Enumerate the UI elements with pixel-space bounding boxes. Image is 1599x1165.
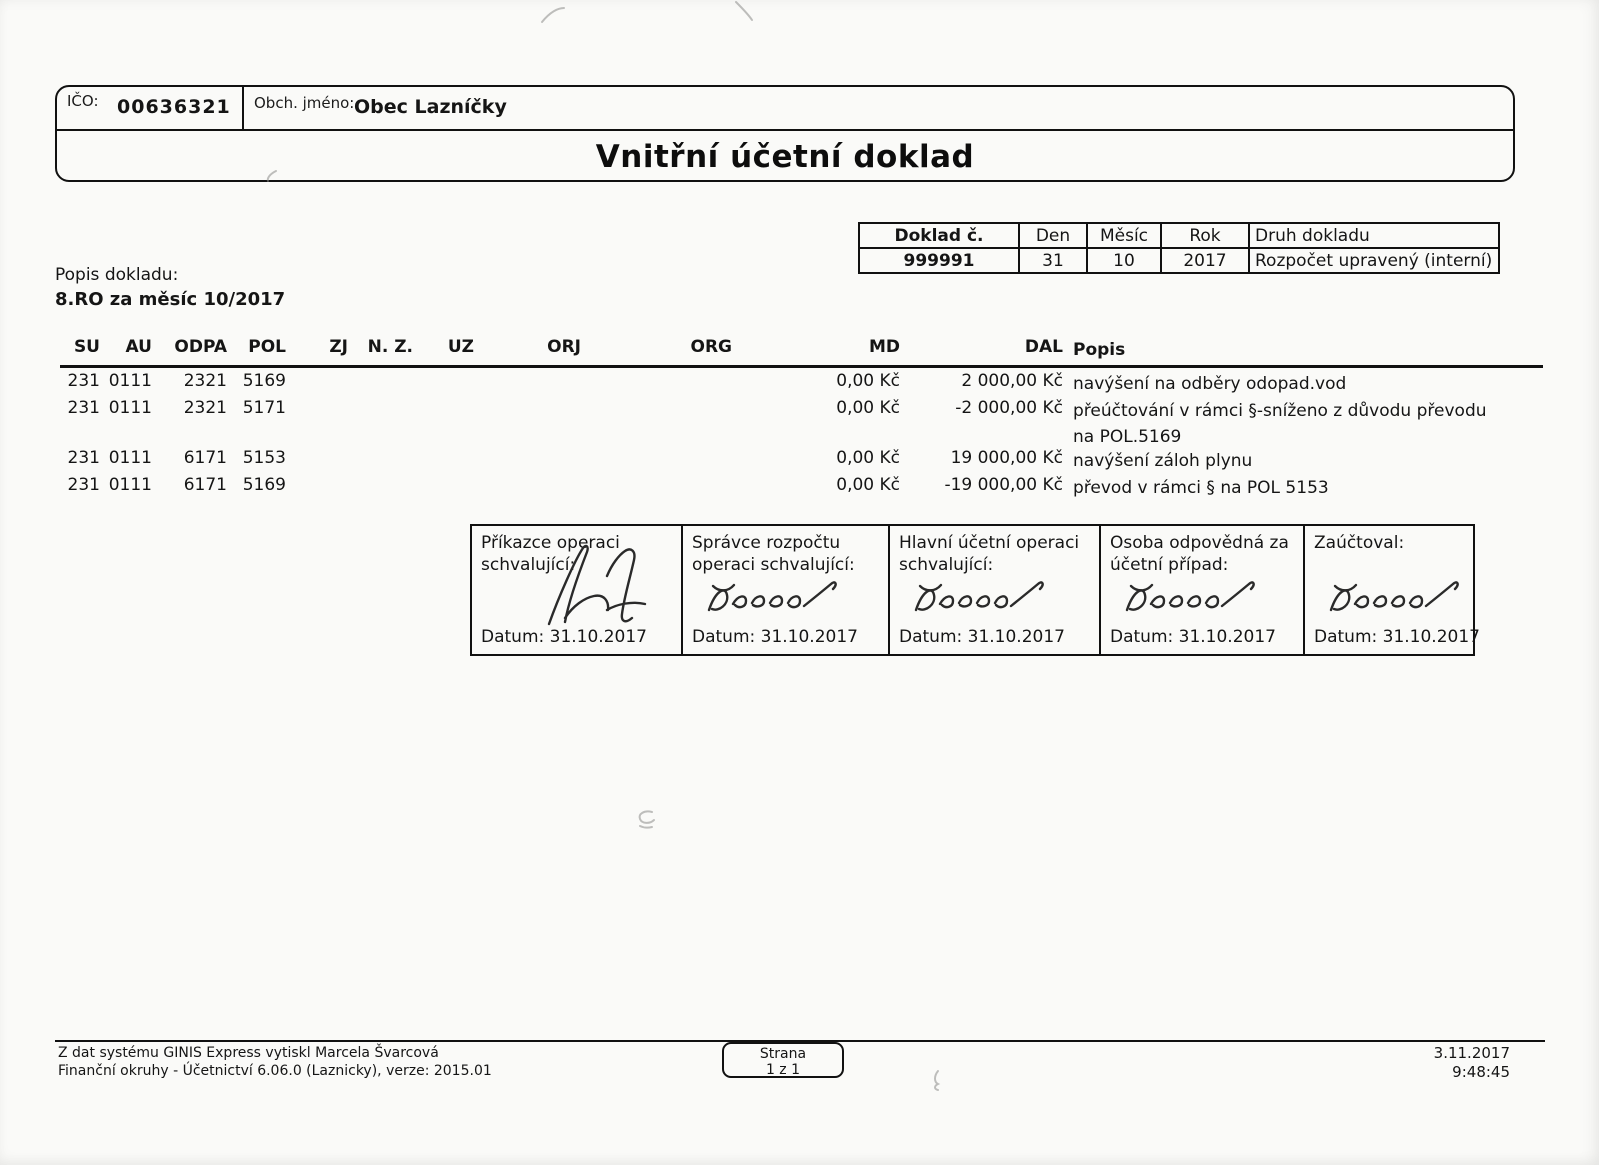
cell-pol: 5169 bbox=[242, 371, 286, 391]
cell-popis: přeúčtování v rámci §-sníženo z důvodu převodu na POL.5169 bbox=[1073, 401, 1487, 447]
cell-dal: 2 000,00 Kč bbox=[961, 371, 1063, 391]
ico-cell bbox=[57, 87, 244, 129]
col-header-zj: ZJ bbox=[329, 337, 348, 357]
footer-system-line: Z dat systému GINIS Express vytiskl Marcela Švarcová bbox=[58, 1045, 439, 1061]
col-header-odpa: ODPA bbox=[174, 337, 227, 357]
ico-value: 00636321 bbox=[117, 96, 231, 118]
cell-md: 0,00 Kč bbox=[836, 398, 900, 418]
signature-date: Datum: 31.10.2017 bbox=[692, 627, 858, 647]
day-header: Den bbox=[1019, 223, 1087, 248]
year-header: Rok bbox=[1161, 223, 1249, 248]
cell-pol: 5153 bbox=[242, 448, 286, 468]
company-name-value: Obec Lazníčky bbox=[354, 96, 507, 118]
accounting-table-header bbox=[0, 337, 1599, 361]
document-info-table bbox=[858, 222, 1500, 274]
signature-table bbox=[470, 524, 1480, 656]
cell-popis: navýšení na odběry odopad.vod bbox=[1073, 374, 1347, 394]
signature-box-hlavni-ucetni bbox=[890, 526, 1101, 654]
cell-md: 0,00 Kč bbox=[836, 448, 900, 468]
company-name-label: Obch. jméno: bbox=[254, 94, 355, 112]
page-number-box bbox=[722, 1042, 844, 1078]
company-name-cell bbox=[244, 87, 1513, 129]
footer-print-date: 3.11.2017 bbox=[1433, 1044, 1510, 1062]
col-header-uz: UZ bbox=[447, 337, 474, 357]
signature-label: Příkazce operaci schvalující: bbox=[481, 533, 620, 575]
document-description-value: 8.RO za měsíc 10/2017 bbox=[55, 289, 286, 310]
col-header-popis: Popis bbox=[1073, 340, 1126, 360]
cell-popis: převod v rámci § na POL 5153 bbox=[1073, 478, 1329, 498]
cell-su: 231 bbox=[67, 398, 100, 418]
document-info-header-row bbox=[859, 223, 1499, 248]
header-top-row bbox=[57, 87, 1513, 131]
signature-box-osoba-odpovedna bbox=[1101, 526, 1305, 654]
signature-box-zauctoval bbox=[1305, 526, 1480, 654]
col-header-org: ORG bbox=[690, 337, 732, 357]
month-value: 10 bbox=[1087, 248, 1161, 273]
cell-odpa: 2321 bbox=[183, 398, 227, 418]
col-header-pol: POL bbox=[248, 337, 286, 357]
cell-odpa: 6171 bbox=[183, 475, 227, 495]
cell-su: 231 bbox=[67, 475, 100, 495]
cell-dal: -19 000,00 Kč bbox=[944, 475, 1063, 495]
doc-type-value: Rozpočet upravený (interní) bbox=[1249, 248, 1499, 273]
signature-label: Osoba odpovědná za účetní případ: bbox=[1110, 533, 1289, 575]
scan-artifact bbox=[634, 806, 660, 830]
page-label: Strana bbox=[759, 1046, 807, 1062]
signature-label: Zaúčtoval: bbox=[1314, 533, 1405, 553]
document-title: Vnitřní účetní doklad bbox=[595, 139, 975, 175]
cell-md: 0,00 Kč bbox=[836, 475, 900, 495]
doc-number-header: Doklad č. bbox=[859, 223, 1019, 248]
col-header-dal: DAL bbox=[1024, 337, 1063, 357]
scan-artifact bbox=[730, 0, 756, 22]
ico-label: IČO: bbox=[67, 92, 99, 110]
cell-pol: 5171 bbox=[242, 398, 286, 418]
signature-date: Datum: 31.10.2017 bbox=[899, 627, 1065, 647]
col-header-md: MD bbox=[868, 337, 900, 357]
document-info-value-row bbox=[859, 248, 1499, 273]
col-header-su: SU bbox=[73, 337, 100, 357]
signature-label: Správce rozpočtu operaci schvalující: bbox=[692, 533, 855, 575]
signature-date: Datum: 31.10.2017 bbox=[1314, 627, 1480, 647]
month-header: Měsíc bbox=[1087, 223, 1161, 248]
footer-version-line: Finanční okruhy - Účetnictví 6.06.0 (Laznicky), verze: 2015.01 bbox=[58, 1063, 492, 1079]
signature-label: Hlavní účetní operaci schvalující: bbox=[899, 533, 1080, 575]
cell-odpa: 6171 bbox=[183, 448, 227, 468]
cell-au: 0111 bbox=[108, 475, 152, 495]
scan-artifact bbox=[926, 1068, 948, 1092]
cell-su: 231 bbox=[67, 371, 100, 391]
signature-handwriting bbox=[1323, 572, 1463, 618]
signature-box-prikazce bbox=[472, 526, 683, 654]
table-header-rule bbox=[60, 365, 1543, 368]
cell-popis: navýšení záloh plynu bbox=[1073, 451, 1253, 471]
scan-artifact bbox=[538, 4, 568, 26]
cell-dal: -2 000,00 Kč bbox=[955, 398, 1063, 418]
cell-odpa: 2321 bbox=[183, 371, 227, 391]
cell-au: 0111 bbox=[108, 371, 152, 391]
page-value: 1 z 1 bbox=[765, 1062, 801, 1078]
signature-handwriting bbox=[701, 572, 841, 618]
cell-pol: 5169 bbox=[242, 475, 286, 495]
signature-date: Datum: 31.10.2017 bbox=[481, 627, 647, 647]
cell-au: 0111 bbox=[108, 448, 152, 468]
doc-number-value: 999991 bbox=[859, 248, 1019, 273]
cell-md: 0,00 Kč bbox=[836, 371, 900, 391]
col-header-nz: N. Z. bbox=[367, 337, 413, 357]
document-header bbox=[55, 85, 1515, 182]
doc-type-header: Druh dokladu bbox=[1249, 223, 1499, 248]
signature-handwriting bbox=[908, 572, 1048, 618]
col-header-orj: ORJ bbox=[547, 337, 581, 357]
document-description-label: Popis dokladu: bbox=[55, 265, 179, 285]
cell-au: 0111 bbox=[108, 398, 152, 418]
cell-dal: 19 000,00 Kč bbox=[950, 448, 1063, 468]
day-value: 31 bbox=[1019, 248, 1087, 273]
signature-handwriting bbox=[1119, 572, 1259, 618]
col-header-au: AU bbox=[125, 337, 152, 357]
signature-date: Datum: 31.10.2017 bbox=[1110, 627, 1276, 647]
year-value: 2017 bbox=[1161, 248, 1249, 273]
footer-print-time: 9:48:45 bbox=[1452, 1063, 1510, 1081]
cell-su: 231 bbox=[67, 448, 100, 468]
signature-box-spravce bbox=[683, 526, 890, 654]
